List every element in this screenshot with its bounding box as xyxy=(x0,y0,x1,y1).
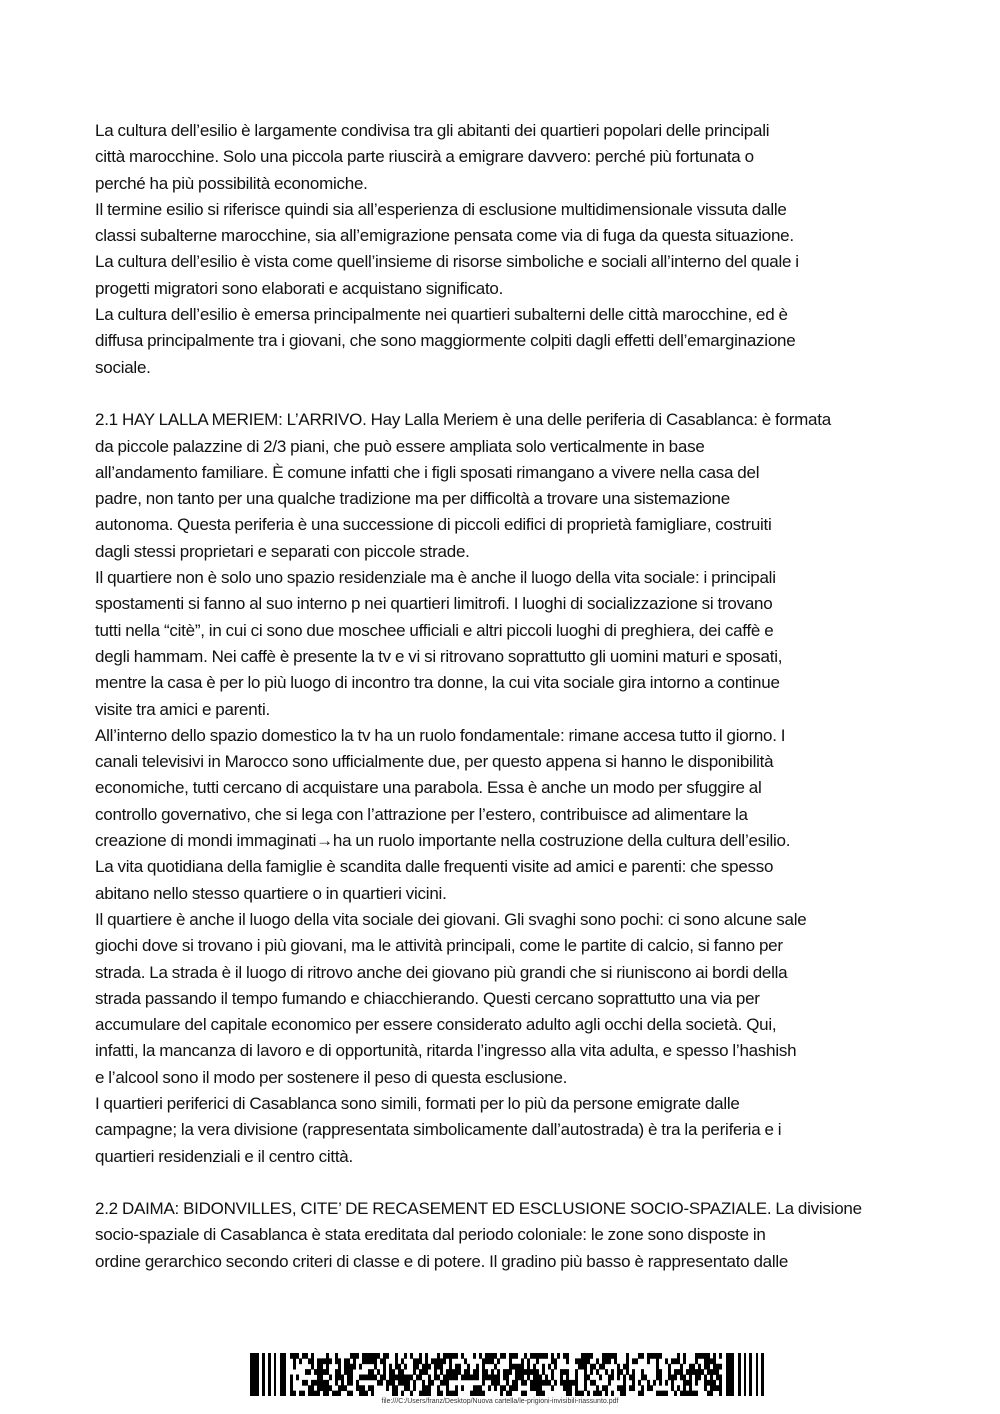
text-line: strada. La strada è il luogo di ritrovo anche dei giovano più grandi che si riuniscono ai bordi della xyxy=(95,962,788,982)
text-line: infatti, la mancanza di lavoro e di opportunità, ritarda l’ingresso alla vita adulta, e spesso l’hashish xyxy=(95,1041,797,1061)
text-line: autonoma. Questa periferia è una successione di piccoli edifici di proprietà famigliare, costruiti xyxy=(95,515,772,535)
text-line: La cultura dell’esilio è largamente condivisa tra gli abitanti dei quartieri popolari delle principali xyxy=(95,121,770,140)
text-line: perché ha più possibilità economiche. xyxy=(95,173,368,193)
paragraph xyxy=(95,118,907,381)
text-line: La cultura dell’esilio è vista come quell’insieme di risorse simboliche e sociali all’interno del quale i xyxy=(95,252,799,272)
text-line: Il termine esilio si riferisce quindi sia all’esperienza di esclusione multidimensionale vissuta dalle xyxy=(95,199,787,219)
text-line: da piccole palazzine di 2/3 piani, che può essere ampliata solo verticalmente in base xyxy=(95,436,705,456)
text-line: controllo governativo, che si lega con l’attrazione per l’estero, contribuisce ad alimentare la xyxy=(95,804,748,824)
text-line: 2.1 HAY LALLA MERIEM: L’ARRIVO. Hay Lalla Meriem è una delle periferia di Casablanca: è formata xyxy=(95,410,831,430)
text-line: Il quartiere è anche il luogo della vita sociale dei giovani. Gli svaghi sono pochi: ci sono alcune sale xyxy=(95,909,807,929)
text-line: socio-spaziale di Casablanca è stata ereditata dal periodo coloniale: le zone sono disposte in xyxy=(95,1225,766,1245)
text-line: quartieri residenziali e il centro città. xyxy=(95,1146,353,1166)
text-line: diffusa principalmente tra i giovani, che sono maggiormente colpiti dagli effetti dell’emarginazione xyxy=(95,331,796,351)
text-line: strada passando il tempo fumando e chiacchierando. Questi cercano soprattutto una via per xyxy=(95,988,760,1008)
text-line: I quartieri periferici di Casablanca sono simili, formati per lo più da persone emigrate dalle xyxy=(95,1093,740,1113)
text-line: La vita quotidiana della famiglie è scandita dalle frequenti visite ad amici e parenti: che spesso xyxy=(95,857,774,877)
paragraph-spacer xyxy=(95,1170,907,1196)
text-line: abitano nello stesso quartiere o in quartieri vicini. xyxy=(95,883,447,903)
text-line: e l’alcool sono il modo per sostenere il peso di questa esclusione. xyxy=(95,1067,568,1087)
paragraph-spacer xyxy=(95,381,907,407)
file-path-footer: file:///C:/Users/franz/Desktop/Nuova cartella/le-prigioni-invisibili-riassunto.pdf xyxy=(381,1398,619,1405)
text-line: canali televisivi in Marocco sono ufficialmente due, per questo appena si hanno le disponibilità xyxy=(95,752,774,772)
text-line: padre, non tanto per una qualche tradizione ma per difficoltà a trovare una sistemazione xyxy=(95,489,730,509)
text-line: La cultura dell’esilio è emersa principalmente nei quartieri subalterni delle città marocchine, ed è xyxy=(95,305,788,325)
document-body xyxy=(95,118,907,1275)
text-line: campagne; la vera divisione (rappresentata simbolicamente dall’autostrada) è tra la periferia e i xyxy=(95,1120,782,1140)
barcode-icon xyxy=(250,1353,765,1396)
text-line: tutti nella “citè”, in cui ci sono due moschee ufficiali e altri piccoli luoghi di preghiera, dei caffè e xyxy=(95,620,774,640)
text-line: all’andamento familiare. È comune infatti che i figli sposati rimangano a vivere nella casa del xyxy=(95,462,760,482)
text-line: ordine gerarchico secondo criteri di classe e di potere. Il gradino più basso è rappresentato dalle xyxy=(95,1251,789,1271)
text-line: sociale. xyxy=(95,357,151,377)
text-line: classi subalterne marocchine, sia all’emigrazione pensata come via di fuga da questa situazione. xyxy=(95,226,794,246)
text-line: visite tra amici e parenti. xyxy=(95,699,270,719)
paragraph xyxy=(95,407,907,1170)
text-line: spostamenti si fanno al suo interno p nei quartieri limitrofi. I luoghi di socializzazione si trovano xyxy=(95,594,773,614)
text-line: degli hammam. Nei caffè è presente la tv e vi si ritrovano soprattutto gli uomini maturi e sposati, xyxy=(95,646,783,666)
paragraph xyxy=(95,1196,907,1275)
text-line: progetti migratori sono elaborati e acquistano significato. xyxy=(95,278,504,298)
text-line: creazione di mondi immaginati→ha un ruolo importante nella costruzione della cultura dell’esilio. xyxy=(95,831,791,851)
text-line: accumulare del capitale economico per essere considerato adulto agli occhi della società. Qui, xyxy=(95,1015,777,1035)
text-line: economiche, tutti cercano di acquistare una parabola. Essa è anche un modo per sfuggire al xyxy=(95,778,762,798)
text-line: città marocchine. Solo una piccola parte riuscirà a emigrare davvero: perché più fortunata o xyxy=(95,147,754,167)
text-line: All’interno dello spazio domestico la tv ha un ruolo fondamentale: rimane accesa tutto il giorno. I xyxy=(95,725,786,745)
text-line: 2.2 DAIMA: BIDONVILLES, CITE’ DE RECASEMENT ED ESCLUSIONE SOCIO-SPAZIALE. La divisione xyxy=(95,1199,862,1219)
text-line: mentre la casa è per lo più luogo di incontro tra donne, la cui vita sociale gira intorno a continue xyxy=(95,673,780,693)
text-line: giochi dove si trovano i più giovani, ma le attività principali, come le partite di calcio, si fanno per xyxy=(95,936,783,956)
text-line: dagli stessi proprietari e separati con piccole strade. xyxy=(95,541,470,561)
text-line: Il quartiere non è solo uno spazio residenziale ma è anche il luogo della vita sociale: i principali xyxy=(95,568,776,588)
